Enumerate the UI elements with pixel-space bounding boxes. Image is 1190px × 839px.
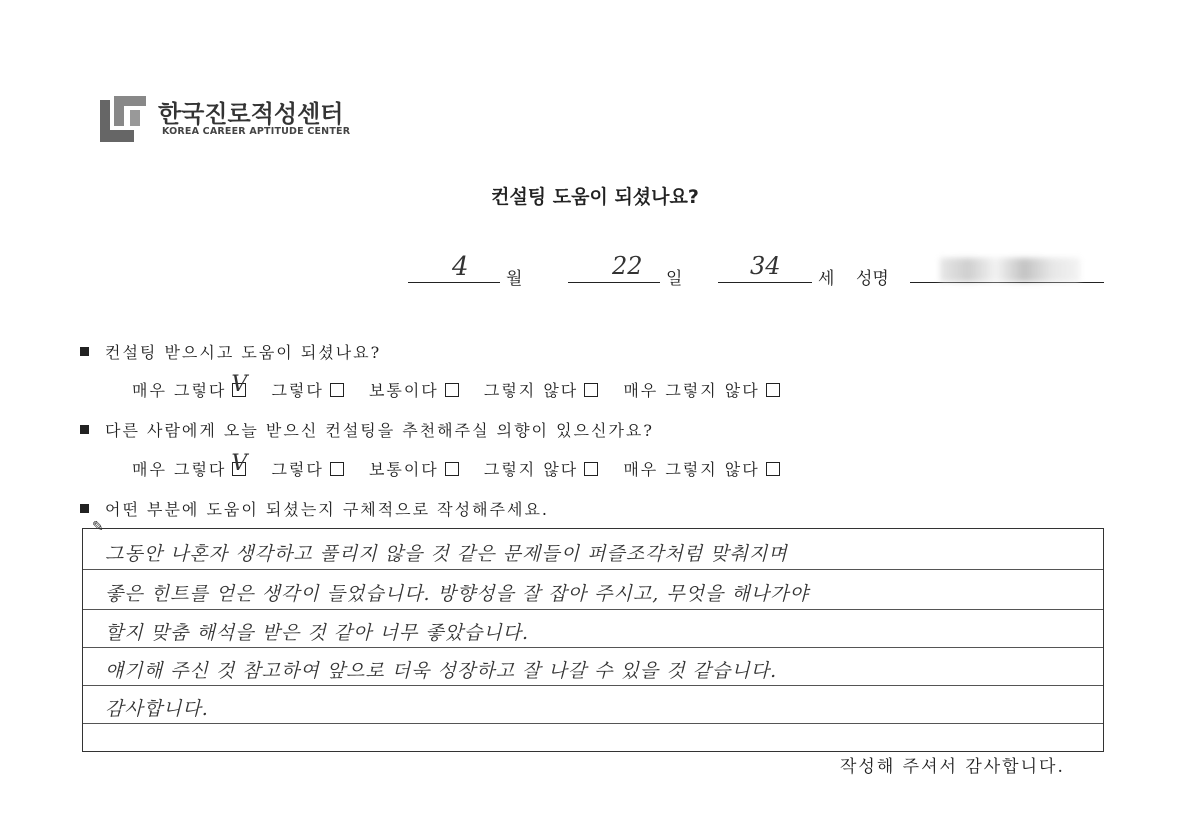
pen-mark-scribble: ✎ [92,519,104,535]
q2-option-very-agree[interactable]: 매우 그렇다 V [132,451,250,479]
answer-line-4: 얘기해 주신 것 참고하여 앞으로 더욱 성장하고 잘 나갈 수 있을 것 같습니다. [105,660,778,682]
month-label: 월 [506,269,523,289]
day-label: 일 [666,269,683,289]
q1-option-neutral[interactable]: 보통이다 [369,378,459,401]
age-label: 세 [818,269,835,289]
day-field[interactable] [568,252,660,283]
center-logo-mark-icon [100,96,146,142]
answer-rule-line [83,609,1103,610]
question-1-text: 컨설팅 받으시고 도움이 되셨나요? [105,343,382,362]
q1-checkbox-agree[interactable] [330,383,344,397]
name-redacted-blur [940,258,1080,282]
age-field[interactable] [718,252,812,283]
q1-checkbox-neutral[interactable] [445,383,459,397]
month-field[interactable] [408,252,500,283]
q2-option-disagree[interactable]: 그렇지 않다 [484,457,598,480]
q1-option-agree[interactable]: 그렇다 [271,378,343,401]
age-value: 34 [750,252,781,280]
answer-textarea[interactable] [82,528,1104,752]
q2-option-agree[interactable]: 그렇다 [271,457,343,480]
answer-rule-line [83,723,1103,724]
question-1 [80,340,381,363]
bullet-square-icon [80,347,89,356]
question-2-text: 다른 사람에게 오늘 받으신 컨설팅을 추천해주실 의향이 있으신가요? [105,421,654,440]
q1-option-disagree[interactable]: 그렇지 않다 [484,378,598,401]
question-3 [80,497,549,520]
logo-korean-text: 한국진로적성센터 [158,100,344,128]
answer-line-5: 감사합니다. [105,698,209,720]
q2-checkbox-agree[interactable] [330,462,344,476]
bullet-square-icon [80,504,89,513]
answer-line-3: 할지 맞춤 해석을 받은 것 같아 너무 좋았습니다. [105,622,530,644]
answer-rule-line [83,685,1103,686]
form-title: 컨설팅 도움이 되셨나요? [491,186,699,208]
answer-rule-line [83,647,1103,648]
q2-checkbox-very-disagree[interactable] [766,462,780,476]
q2-checkbox-disagree[interactable] [584,462,598,476]
question-3-text: 어떤 부분에 도움이 되셨는지 구체적으로 작성해주세요. [105,500,550,519]
q1-checkbox-very-disagree[interactable] [766,383,780,397]
respondent-info-row [400,252,1120,292]
q1-option-very-agree[interactable]: 매우 그렇다 V [132,372,250,400]
month-value: 4 [452,252,469,282]
name-field[interactable] [910,252,1104,283]
q2-option-very-disagree[interactable]: 매우 그렇지 않다 [623,457,779,480]
q2-option-neutral[interactable]: 보통이다 [369,457,459,480]
answer-rule-line [83,569,1103,570]
name-label: 성명 [856,269,889,289]
q2-checkbox-very-agree[interactable] [231,451,250,476]
question-2-options [132,451,798,480]
q1-checkbox-disagree[interactable] [584,383,598,397]
question-1-options [132,372,798,401]
answer-line-2: 좋은 힌트를 얻은 생각이 들었습니다. 방향성을 잘 잡아 주시고, 무엇을 해나가야 [105,583,809,605]
center-logo [100,94,360,144]
question-2 [80,418,654,441]
day-value: 22 [612,252,643,280]
q1-check-mark-icon: V [231,372,250,397]
q2-checkbox-neutral[interactable] [445,462,459,476]
q1-option-very-disagree[interactable]: 매우 그렇지 않다 [623,378,779,401]
footer-thanks: 작성해 주셔서 감사합니다. [840,757,1065,777]
bullet-square-icon [80,425,89,434]
answer-line-1: 그동안 나혼자 생각하고 풀리지 않을 것 같은 문제들이 퍼즐조각처럼 맞춰지며 [105,543,788,565]
q1-checkbox-very-agree[interactable] [231,372,250,397]
logo-english-text: KOREA CAREER APTITUDE CENTER [162,126,351,137]
q2-check-mark-icon: V [231,451,250,476]
